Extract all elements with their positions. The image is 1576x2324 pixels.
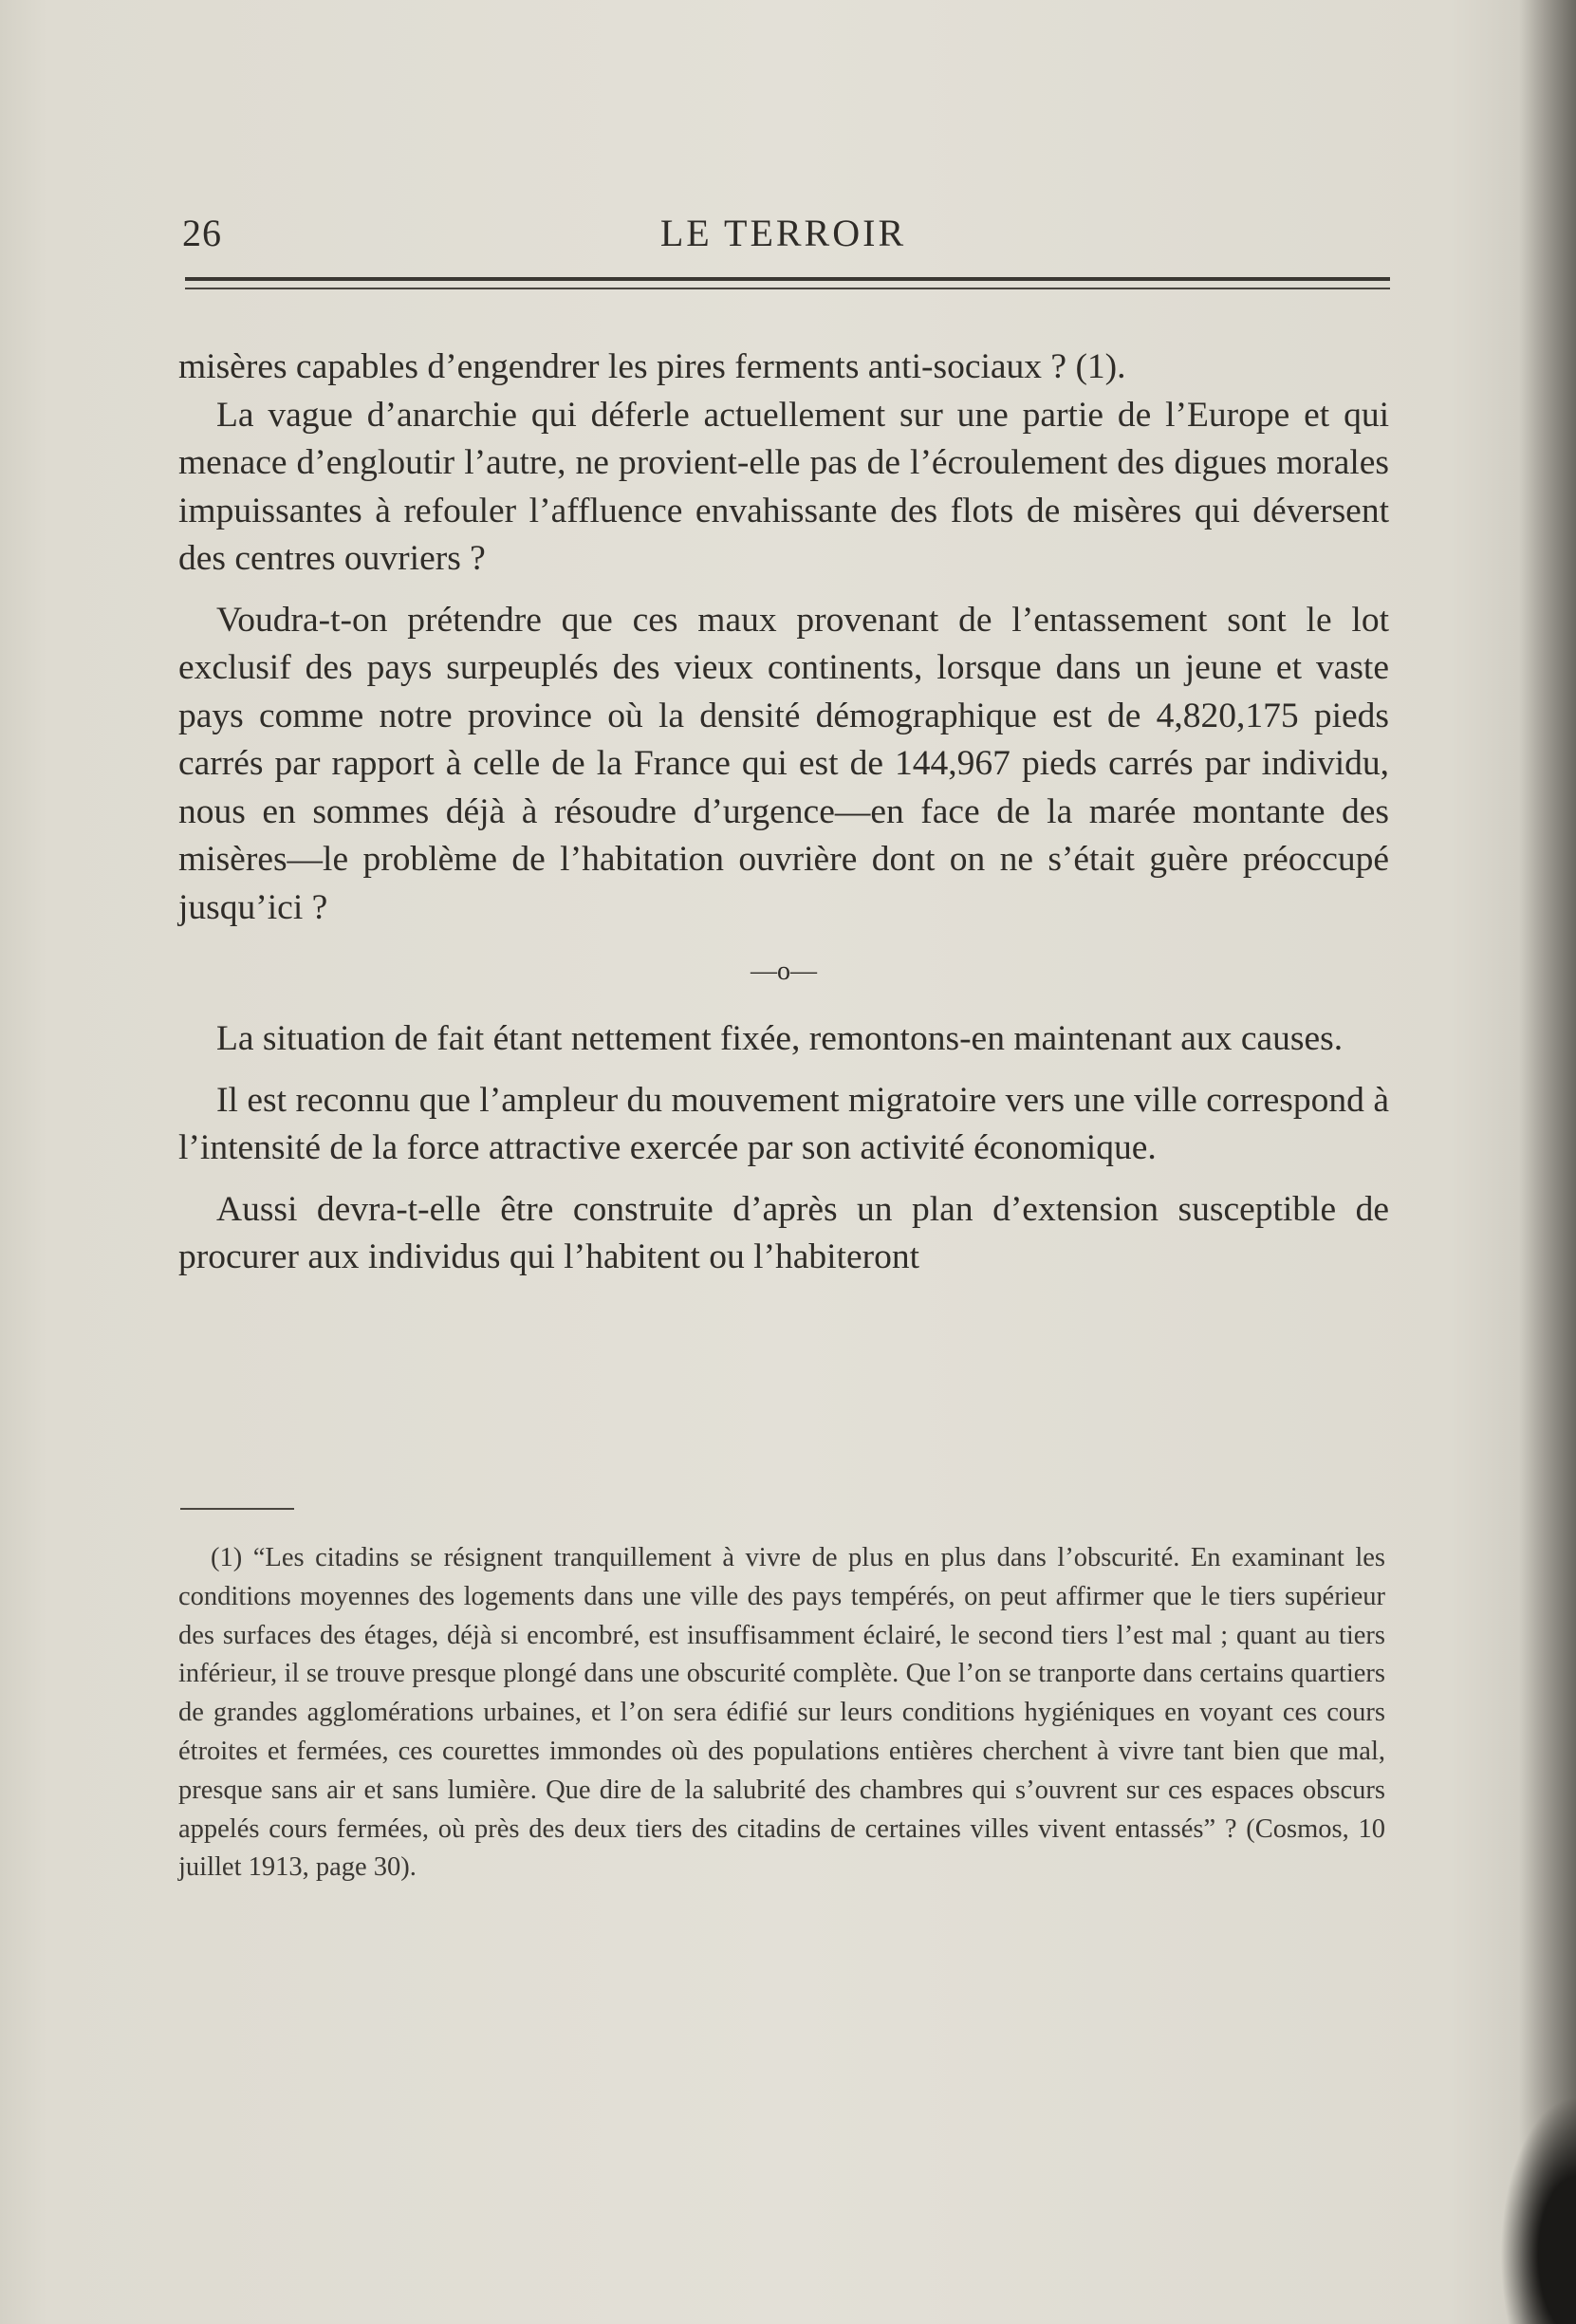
footnote [178, 1539, 1385, 1887]
paragraph-situation: La situation de fait étant nettement fixée, remontons-en maintenant aux causes. [216, 1019, 1344, 1058]
page-corner-shadow [1500, 2096, 1576, 2324]
paragraph-densite: Voudra-t-on prétendre que ces maux provenant de l’entassement sont le lot exclusif des pays surpeuplés des vieux continents, lorsque dans un jeune et vaste pays comme notre province où la densité démographique est de 4,820,175 pieds carrés par rapport à celle de la France qui est de 144,967 pieds carrés par individu, nous en sommes déjà à résoudre d’urgence—en face de la marée montante des misères—le problème de l’habitation ouvrière dont on ne s’était guère préoccupé jusqu’ici ? [178, 600, 1389, 927]
running-title: LE TERROIR [659, 212, 907, 254]
paragraph-mouvement: Il est reconnu que l’ampleur du mouvement migratoire vers une ville correspond à l’intensité de la force attractive exercée par son activité économique. [178, 1080, 1389, 1167]
paragraph-plan-extension: Aussi devra-t-elle être construite d’après un plan d’extension susceptible de procurer aux individus qui l’habitent ou l’habiteront [178, 1189, 1389, 1276]
page-edge-shadow [1519, 0, 1576, 2324]
footnote-rule [180, 1508, 294, 1510]
paragraph-anarchie: La vague d’anarchie qui déferle actuellement sur une partie de l’Europe et qui menace d’engloutir l’autre, ne provient-elle pas de l’écroulement des digues morales impuissantes à refouler l’affluence envahissante des flots de misères qui déversent des centres ouvriers ? [178, 395, 1389, 578]
section-separator: —o— [751, 957, 817, 986]
footnote-text: (1) “Les citadins se résignent tranquillement à vivre de plus en plus dans l’obscurité. En examinant les conditions moyennes des logements dans une ville des pays tempérés, on peut affirmer que le tiers supérieur des surfaces des étages, déjà si encombré, est insuffisamment éclairé, le second tiers l’est mal ; quant au tiers inférieur, il se trouve presque plongé dans une obscurité complète. Que l’on se tranporte dans certains quartiers de grandes agglomérations urbaines, et l’on sera édifié sur leurs conditions hygiéniques en voyant ces cours étroites et fermées, ces courettes immondes où des populations entières cherchent à vivre tant bien que mal, presque sans air et sans lumière. Que dire de la salubrité des chambres qui s’ouvrent sur ces espaces obscurs appelés cours fermées, où près des deux tiers des citadins de certaines villes vivent entassés” ? (Cosmos, 10 juillet 1913, page 30). [178, 1543, 1385, 1883]
page-header [178, 211, 1388, 268]
header-rule-thin [185, 288, 1390, 289]
page-number: 26 [182, 212, 222, 254]
header-rule-thick [185, 277, 1390, 281]
main-text [178, 344, 1389, 1282]
paragraph-continuation: misères capables d’engendrer les pires ferments anti-sociaux ? (1). [178, 347, 1126, 386]
